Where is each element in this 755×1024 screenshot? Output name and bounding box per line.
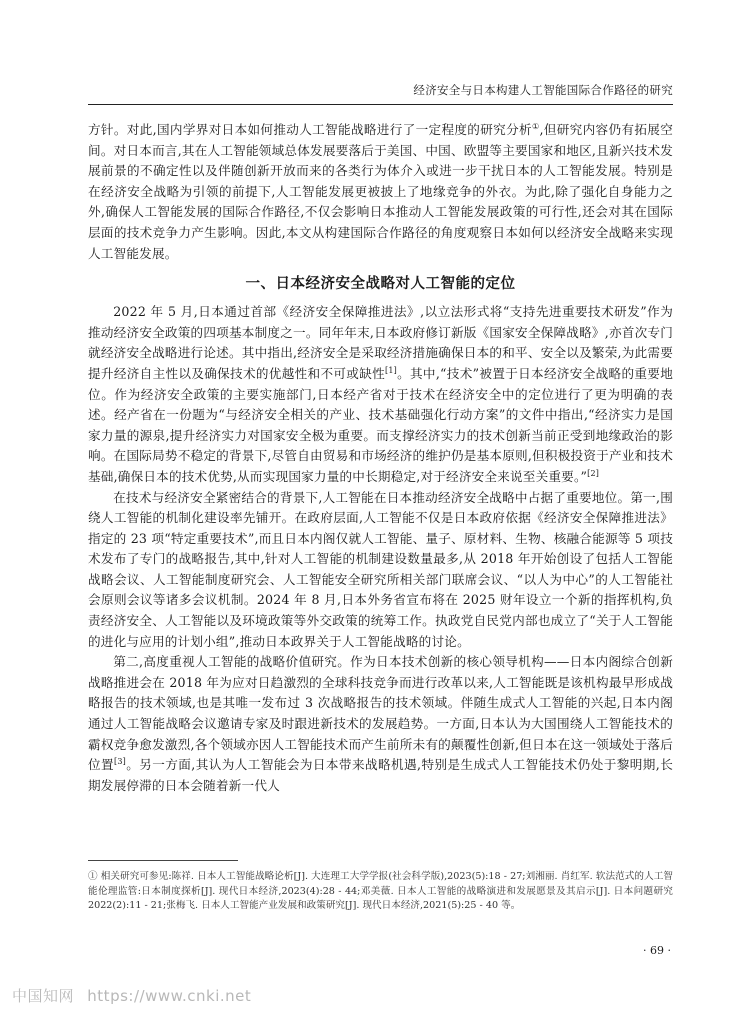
article-body bbox=[88, 120, 673, 796]
citation-ref[interactable]: [3] bbox=[114, 757, 126, 767]
paragraph-text: 在技术与经济安全紧密结合的背景下,人工智能在日本推动经济安全战略中占据了重要地位。第一,围绕人工智能的机制化建设率先铺开。在政府层面,人工智能不仅是日本政府依据《经济安全保障推进法》指定的 23 项“特定重要技术”,而且日本内阁仅就人工智能、量子、原材料、生物、核融合能源等 5 项技术发布了专门的战略报告,其中,针对人工智能的机制建设数量最多,从 2018 年开始创设了包括人工智能战略会议、人工智能制度研究会、人工智能安全研究所相关部门联席会议、“以人为中心”的人工智能社会原则会议等诸多会议机制。2024 年 8 月,日本外务省宣布将在 2025 财年设立一个新的指挥机构,负责经济安全、人工智能以及环境政策等外交政策的统筹工作。执政党自民党内部也成立了“关于人工智能的进化与应用的计划小组”,推动日本政界关于人工智能战略的讨论。 bbox=[88, 489, 673, 649]
watermark bbox=[12, 985, 251, 1006]
paragraph-text: 2022 年 5 月,日本通过首部《经济安全保障推进法》,以立法形式将“支持先进重要技术研发”作为推动经济安全政策的四项基本制度之一。同年年末,日本政府修订新版《国家安全保障战略》,亦首次专门就经济安全战略进行论述。其中指出,经济安全是采取经济措施确保日本的和平、安全以及繁荣,为此需要提升经济自主性以及确保技术的优越性和不可或缺性 bbox=[88, 304, 673, 381]
footnote-text: 相关研究可参见:陈祥. 日本人工智能战略论析[J]. 大连理工大学学报(社会科学版),2023(5):18 - 27;刘湘丽. 肖红军. 软法范式的人工智能伦理监管:日本制度探析[J]. 现代日本经济,2023(4):28 - 44;邓美薇. 日本人工智能的战略演进和发展愿景及其启示[J]. 日本问题研究 2022(2):11 - 21;张梅飞. 日本人工智能产业发展和政策研究[J]. 现代日本经济,2021(5):25 - 40 等。 bbox=[88, 871, 673, 911]
paragraph bbox=[88, 302, 673, 487]
citation-ref[interactable]: [2] bbox=[587, 468, 600, 478]
page-number: · 69 · bbox=[643, 944, 671, 957]
paragraph bbox=[88, 488, 673, 653]
paragraph-text: ,但研究内容仍有拓展空间。对日本而言,其在人工智能领域总体发展要落后于美国、中国、欧盟等主要国家和地区,且新兴技术发展前景的不确定性以及伴随创新开放而来的各类行为体介入或进一步干扰日本的人工智能发展。特别是在经济安全战略为引领的前提下,人工智能发展更被披上了地缘竞争的外衣。为此,除了强化自身能力之外,确保人工智能发展的国际合作路径,不仅会影响日本推动人工智能发展政策的可行性,还会对其在国际层面的技术竞争力产生影响。因此,本文从构建国际合作路径的角度观察日本如何以经济安全战略来实现人工智能发展。 bbox=[88, 122, 673, 261]
watermark-site: https://www.cnki.net bbox=[87, 987, 252, 1005]
citation-ref[interactable]: [1] bbox=[385, 365, 397, 375]
running-header bbox=[88, 82, 673, 105]
footnote bbox=[88, 870, 673, 914]
watermark-brand: 中国知网 bbox=[12, 987, 75, 1005]
footnote-divider bbox=[88, 860, 238, 861]
paragraph bbox=[88, 652, 673, 796]
running-title: 经济安全与日本构建人工智能国际合作路径的研究 bbox=[413, 83, 673, 97]
footnote-mark: ① bbox=[88, 871, 98, 882]
footnote-marker[interactable]: ① bbox=[531, 121, 540, 131]
paragraph-text: 。另一方面,其认为人工智能会为日本带来战略机遇,特别是生成式人工智能技术仍处于黎明期,长期发展停滞的日本会随着新一代人 bbox=[88, 757, 674, 793]
paragraph-text: 。其中,“技术”被置于日本经济安全战略的重要地位。作为经济安全政策的主要实施部门,日本经产省对于技术在经济安全中的定位进行了更为明确的表述。经产省在一份题为“与经济安全相关的产业、技术基础强化行动方案”的文件中指出,“经济实力是国家力量的源泉,提升经济实力对国家安全极为重要。而支撑经济实力的技术创新当前正受到地缘政治的影响。在国际局势不稳定的背景下,尽管自由贸易和市场经济的维护仍是基本原则,但积极投资于产业和技术基础,确保日本的技术优势,从而实现国家力量的中长期稳定,对于经济安全来说至关重要。” bbox=[88, 365, 673, 484]
paragraph-text: 方针。对此,国内学界对日本如何推动人工智能战略进行了一定程度的研究分析 bbox=[88, 122, 532, 137]
paragraph-text: 第二,高度重视人工智能的战略价值研究。作为日本技术创新的核心领导机构——日本内阁综合创新战略推进会在 2018 年为应对日趋激烈的全球科技竞争而进行改革以来,人工智能既是该机构最早形成战略报告的技术领域,也是其唯一发布过 3 次战略报告的技术领域。伴随生成式人工智能的兴起,日本内阁通过人工智能战略会议邀请专家及时跟进新技术的发展趋势。一方面,日本认为大国围绕人工智能技术的霸权竞争愈发激烈,各个领域亦因人工智能技术而产生前所未有的颠覆性创新,但日本在这一领域处于落后位置 bbox=[88, 654, 673, 773]
section-heading: 一、日本经济安全战略对人工智能的定位 bbox=[245, 276, 516, 293]
paragraph bbox=[88, 120, 673, 264]
